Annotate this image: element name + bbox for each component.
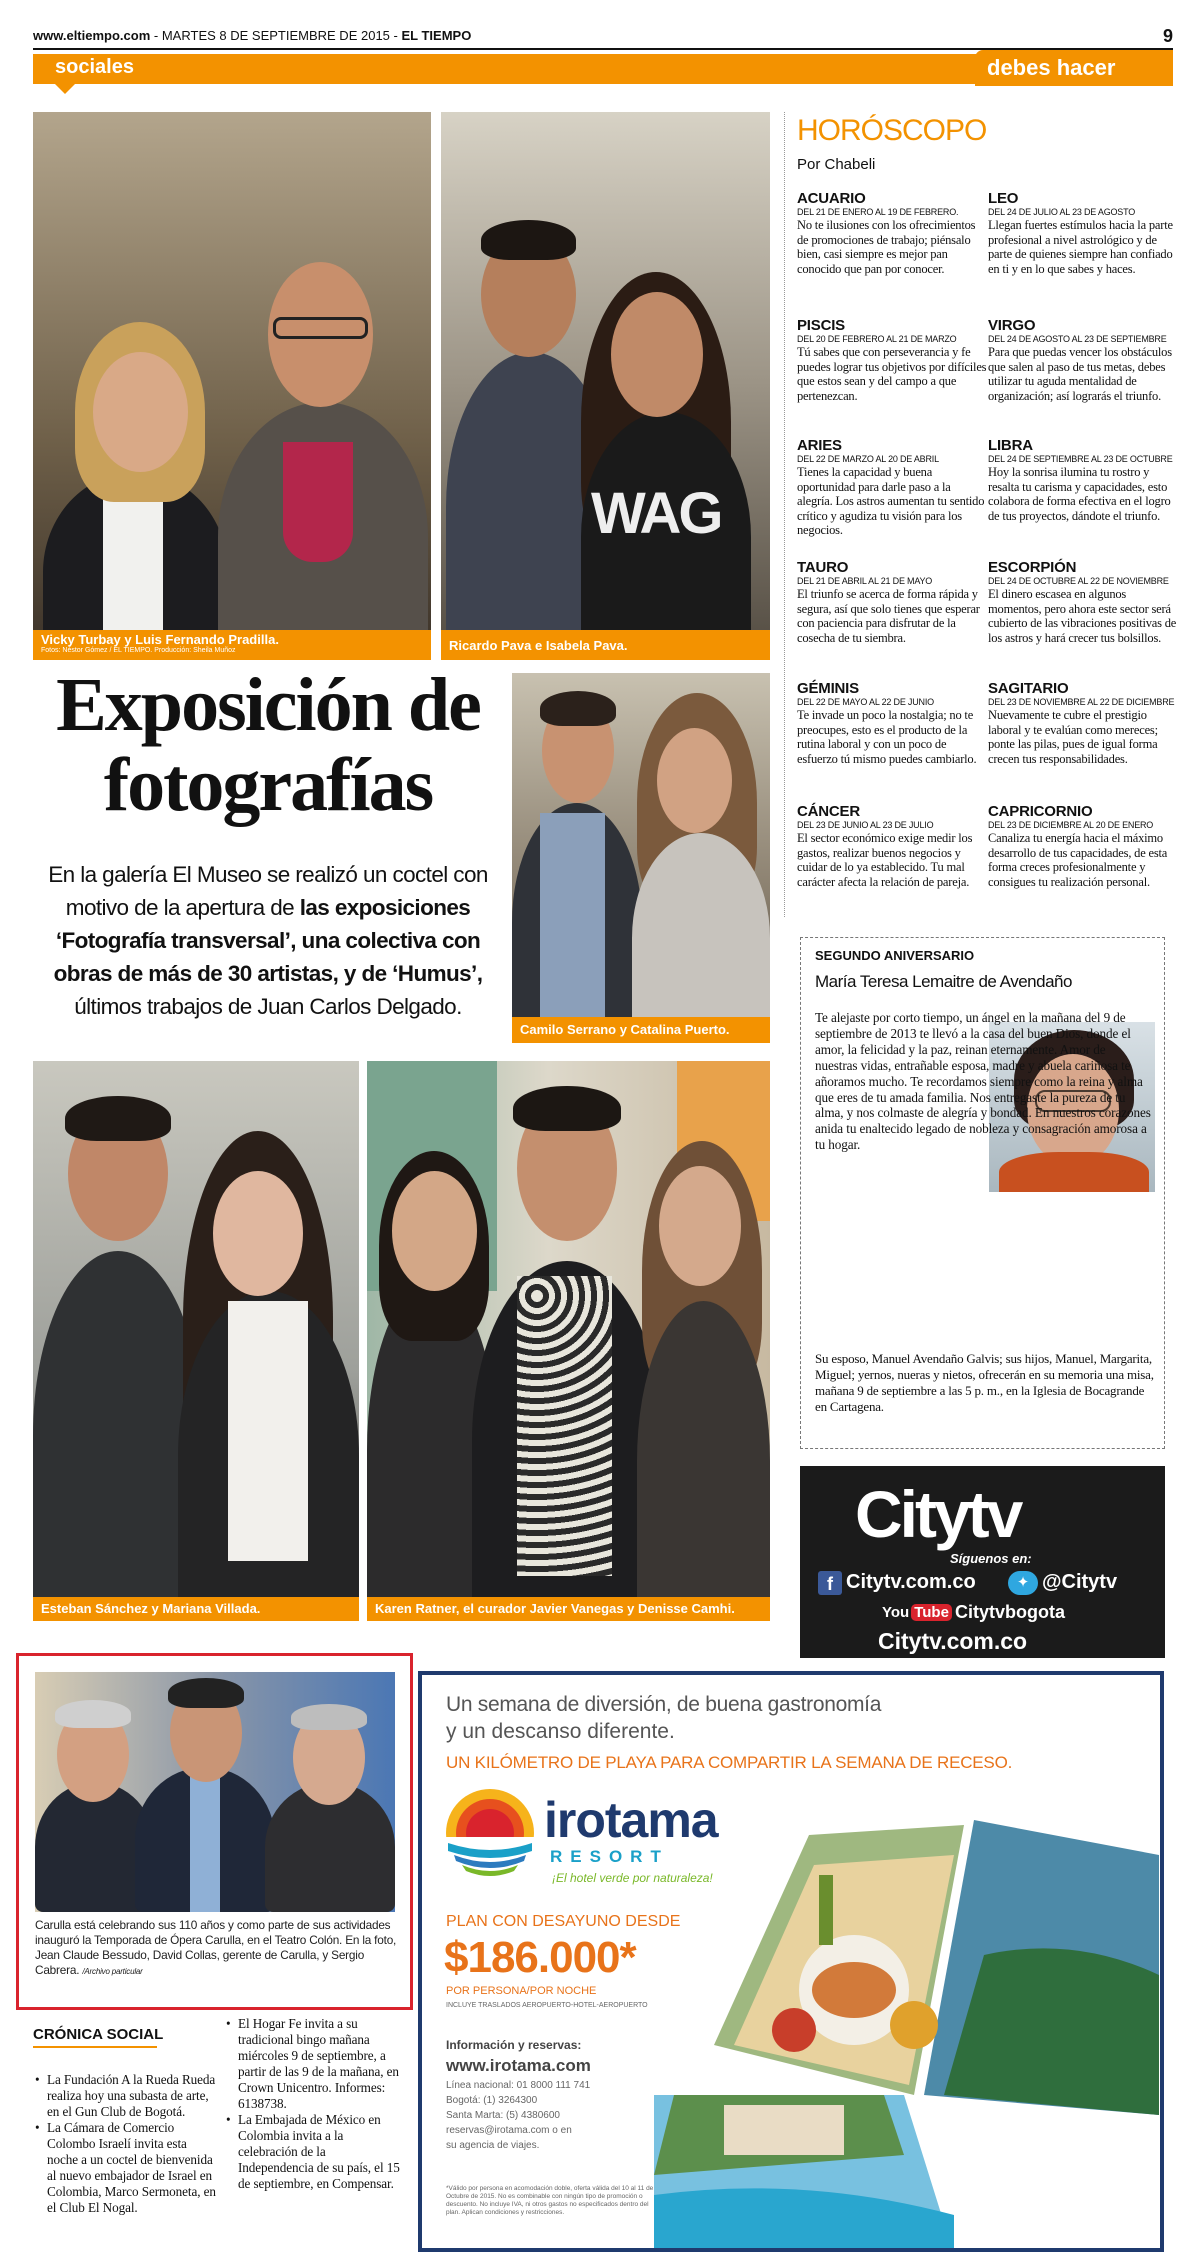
memorial-title: SEGUNDO ANIVERSARIO	[815, 948, 975, 963]
sign-aries: ARIES DEL 22 DE MARZO AL 20 DE ABRIL Tienes la capacidad y buena oportunidad para darle paso a la alegría. Los astros aumentan tu sentido crítico y agudiza tu visión para los negocios.	[797, 437, 985, 537]
caption-text-1: Vicky Turbay y Luis Fernando Pradilla.	[41, 632, 279, 647]
carulla-caption	[35, 1918, 397, 1979]
person-face-1	[93, 352, 188, 472]
lead-text-2: últimos trabajos de Juan Carlos Delgado.	[74, 994, 462, 1019]
citytv-logo: Citytv	[855, 1477, 1021, 1551]
ad-contact-5: su agencia de viajes.	[446, 2140, 540, 2151]
carulla-photo	[35, 1672, 395, 1912]
citytv-follow: Síguenos en:	[950, 1551, 1032, 1566]
ad-collage	[654, 1795, 1164, 2252]
shirt-print: WAG	[591, 481, 721, 546]
photo-esteban-mariana	[33, 1061, 359, 1621]
ad-info-title: Información y reservas:	[446, 2038, 582, 2052]
cronica-col-2	[224, 2016, 404, 2192]
ad-includes: INCLUYE TRASLADOS AEROPUERTO-HOTEL-AEROPUERTO	[446, 2002, 648, 2009]
memorial-box	[800, 937, 1165, 1449]
carulla-box	[16, 1653, 413, 2010]
ad-collage-graphic	[654, 1795, 1164, 2252]
sign-sagitario: SAGITARIO DEL 23 DE NOVIEMBRE AL 22 DE DICIEMBRE Nuevamente te cubre el prestigio laboral y te evalúan como mereces; ponte las pilas, pues de igual forma crecen tus responsabilidades.	[988, 680, 1175, 766]
youtube-icon[interactable]	[882, 1604, 952, 1626]
youtube-icon-you: You	[882, 1604, 910, 1621]
ad-headline: UN KILÓMETRO DE PLAYA PARA COMPARTIR LA SEMANA DE RECESO.	[446, 1753, 1013, 1772]
section-bar	[33, 54, 1173, 84]
lead-text-bold: las exposiciones ‘Fotografía transversal’, una colectiva con obras de más de 30 artistas, y de ‘Humus’,	[53, 895, 483, 986]
ad-line-1: Un semana de diversión, de buena gastronomía	[446, 1693, 882, 1716]
sign-piscis: PISCIS DEL 20 DE FEBRERO AL 21 DE MARZO Tú sabes que con perseverancia y fe puedes lograr tus objetivos por difíciles que estos sean y del campo a que pertenezcan.	[797, 317, 987, 403]
horoscope-title: HORÓSCOPO	[797, 114, 987, 147]
horoscope-author: Por Chabeli	[797, 156, 876, 173]
paper-name: EL TIEMPO	[401, 28, 472, 43]
person-face-6	[657, 728, 732, 833]
page-number: 9	[1162, 26, 1173, 46]
headline-line-2: fotografías	[103, 743, 433, 827]
ad-per-person: POR PERSONA/POR NOCHE	[446, 1985, 597, 1997]
section-label-sociales[interactable]: sociales	[55, 56, 134, 78]
headline-line-1: Exposición de	[56, 663, 480, 747]
photo-ricardo-isabela	[441, 112, 770, 660]
caption-bar-4	[33, 1597, 359, 1621]
cronica-item-4: • La Embajada de México en Colombia invita a la celebración de la Independencia de su país, el 15 de septiembre, en Compensar.	[224, 2112, 404, 2192]
cronica-item-2: • La Cámara de Comercio Colombo Israelí invita esta noche a un coctel de bienvenida al nuevo embajador de Israel en Colombia, Marco Sermoneta, en el Club El Nogal.	[33, 2120, 218, 2216]
ad-price: $186.000*	[444, 1933, 636, 1982]
sign-geminis: GÉMINIS DEL 22 DE MAYO AL 22 DE JUNIO Te invade un poco la nostalgia; no te preocupes, esto es el producto de la rutina laboral y con un poco de esfuerzo tú mismo puedes cambiarlo.	[797, 680, 977, 766]
sign-virgo: VIRGO DEL 24 DE AGOSTO AL 23 DE SEPTIEMBRE Para que puedas vencer los obstáculos que salen al paso de tus metas, debes utilizar tu aguda mentalidad de organización; así lograrás el triunfo.	[988, 317, 1172, 403]
cronica-col-1	[33, 2072, 218, 2216]
ad-plan: PLAN CON DESAYUNO DESDE	[446, 1913, 681, 1930]
carulla-credit: /Archivo particular	[82, 1967, 143, 1976]
ad-line-2: y un descanso diferente.	[446, 1720, 675, 1743]
ad-contact-2: Bogotá: (1) 3264300	[446, 2095, 538, 2106]
caption-text-3: Camilo Serrano y Catalina Puerto.	[520, 1022, 730, 1037]
ad-website[interactable]: www.irotama.com	[446, 2056, 591, 2075]
photo-camilo-catalina	[512, 673, 770, 1043]
lead-text-1: En la galería El Museo se realizó un coctel con motivo de la apertura de	[48, 862, 488, 920]
cronica-item-3: • El Hogar Fe invita a su tradicional bingo mañana miércoles 9 de septiembre, a partir de las 9 de la mañana, en Crown Unicentro. Informes: 6138738.	[224, 2016, 404, 2112]
caption-bar-1	[33, 630, 431, 660]
cronica-item-1: • La Fundación A la Rueda Rueda realiza hoy una subasta de arte, en el Gun Club de Bogotá.	[33, 2072, 218, 2120]
column-divider	[784, 112, 785, 917]
issue-date: MARTES 8 DE SEPTIEMBRE DE 2015	[161, 28, 390, 43]
person-face-4	[611, 292, 703, 417]
page-header: www.eltiempo.com - MARTES 8 DE SEPTIEMBRE DE 2015 - EL TIEMPO 9	[33, 26, 1173, 46]
person-body-6	[632, 833, 770, 1043]
irotama-ad[interactable]	[418, 1671, 1164, 2252]
caption-text-2: Ricardo Pava e Isabela Pava.	[449, 638, 628, 653]
section-label-debes-hacer: debes hacer	[987, 55, 1116, 80]
site-url[interactable]: www.eltiempo.com	[33, 28, 151, 43]
citytv-ad[interactable]	[800, 1466, 1165, 1658]
ad-fine-print: *Válido por persona en acomodación doble, oferta válida del 10 al 11 de Octubre de 2015. No es combinable con ningún tipo de promoción o descuento. No incluye IVA, ni otros gastos no especificados dentro del plan. Aplican condiciones y restricciones.	[446, 2185, 654, 2216]
memorial-text: Te alejaste por corto tiempo, un ángel en la mañana del 9 de septiembre de 2013 te llevó a la casa del buen Dios, donde el amor, la felicidad y la paz, reinan eternamente. Amor de nuestras vidas, entrañable esposa, madre y abuela cariñosa te añoramos mucho. Te recordamos siempre como la reina y alma que eres de tu amada familia. Nos entregaste la pureza de tu alma, y nos colmaste de alegría y bondad. En nuestros corazones anida tu enaltecido legado de nobleza y consagración amorosa a tu hogar.	[815, 1010, 1151, 1153]
photo-vicky-luis	[33, 112, 431, 660]
cronica-title: CRÓNICA SOCIAL	[33, 2026, 164, 2043]
carulla-caption-text: Carulla está celebrando sus 110 años y como parte de sus actividades inauguró la Temporada de Ópera Carulla, en el Teatro Colón. En la foto, Jean Claude Bessudo, David Collas, gerente de Carulla, y Sergio Cabrera.	[35, 1918, 397, 1977]
ad-contact-1: Línea nacional: 01 8000 111 741	[446, 2080, 591, 2091]
caption-bar-2	[441, 630, 770, 660]
sign-libra: LIBRA DEL 24 DE SEPTIEMBRE AL 23 DE OCTUBRE Hoy la sonrisa ilumina tu rostro y resalta tu carisma y capacidades, esto colabora de forma efectiva en el logro de tus proyectos, dándote el triunfo.	[988, 437, 1173, 523]
sign-acuario: ACUARIO DEL 21 DE ENERO AL 19 DE FEBRERO. No te ilusiones con los ofrecimientos de promociones de trabajo; piénsalo bien, casi siempre es mejor pan conocido que pan por conocer.	[797, 190, 976, 276]
sign-tauro: TAURO DEL 21 DE ABRIL AL 21 DE MAYO El triunfo se acerca de forma rápida y segura, así que solo tienes que esperar con paciencia para disfrutar de la cosecha de tu siembra.	[797, 559, 980, 645]
ad-contact-3: Santa Marta: (5) 4380600	[446, 2110, 560, 2121]
ad-contact-4: reservas@irotama.com o en	[446, 2125, 572, 2136]
facebook-icon[interactable]: f	[818, 1571, 842, 1595]
person-body-11	[637, 1301, 770, 1621]
sign-cancer: CÁNCER DEL 23 DE JUNIO AL 23 DE JULIO El sector económico exige medir los gastos, realizar buenos negocios y cuidar de lo ya establecido. Tu mal carácter afecta la relación de pareja.	[797, 803, 973, 889]
person-face-8	[213, 1171, 303, 1296]
citytv-twitter[interactable]: @Citytv	[1042, 1571, 1118, 1593]
irotama-tagline: ¡El hotel verde por naturaleza!	[552, 1871, 713, 1885]
debes-hacer-tab[interactable]	[975, 50, 1173, 86]
photo-karen-javier-denisse	[367, 1061, 770, 1621]
section-pointer	[55, 84, 75, 94]
irotama-sun-icon	[444, 1787, 536, 1879]
photo-credit: Fotos: Néstor Gómez / EL TIEMPO. Producción: Sheila Muñoz	[41, 647, 236, 654]
sign-leo: LEO DEL 24 DE JULIO AL 23 DE AGOSTO Llegan fuertes estímulos hacia la parte profesional a nivel astrológico y de parte de quienes siempre han confiado en ti y en lo que sabes y haces.	[988, 190, 1173, 276]
twitter-icon[interactable]: ✦	[1008, 1571, 1038, 1595]
caption-bar-3	[512, 1017, 770, 1043]
caption-text-5: Karen Ratner, el curador Javier Vanegas y Denisse Camhi.	[375, 1601, 735, 1616]
sign-capricornio: CAPRICORNIO DEL 23 DE DICIEMBRE AL 20 DE ENERO Canaliza tu energía hacia el máximo desarrollo de tus capacidades, de esta forma creces profesionalmente y consigues tu realización personal.	[988, 803, 1168, 889]
irotama-brand: irotama	[544, 1792, 718, 1848]
caption-text-4: Esteban Sánchez y Mariana Villada.	[41, 1601, 261, 1616]
memorial-name: María Teresa Lemaitre de Avendaño	[815, 972, 1072, 991]
youtube-icon-tube: Tube	[911, 1604, 952, 1621]
caption-bar-5	[367, 1597, 770, 1621]
article-headline	[33, 665, 503, 825]
citytv-youtube[interactable]: Citytvbogota	[955, 1602, 1065, 1622]
sign-escorpion: ESCORPIÓN DEL 24 DE OCTUBRE AL 22 DE NOVIEMBRE El dinero escasea en algunos momentos, pero ahora este sector será cubierto de las vibraciones positivas de los astros y hará crecer tus bolsillos.	[988, 559, 1177, 645]
memorial-text-2: Su esposo, Manuel Avendaño Galvis; sus hijos, Manuel, Margarita, Miguel; yernos, nueras y nietos, ofrecerán en su memoria una misa, mañana 9 de septiembre a las 5 p. m., en la Iglesia de Bocagrande en Cartagena.	[815, 1351, 1154, 1414]
citytv-site[interactable]: Citytv.com.co	[878, 1628, 1028, 1654]
person-face-11	[659, 1166, 741, 1286]
article-lead	[33, 858, 503, 1023]
cronica-underline	[33, 2046, 157, 2048]
person-face-9	[392, 1171, 477, 1291]
irotama-resort: RESORT	[550, 1847, 669, 1866]
citytv-facebook[interactable]: Citytv.com.co	[846, 1571, 976, 1593]
